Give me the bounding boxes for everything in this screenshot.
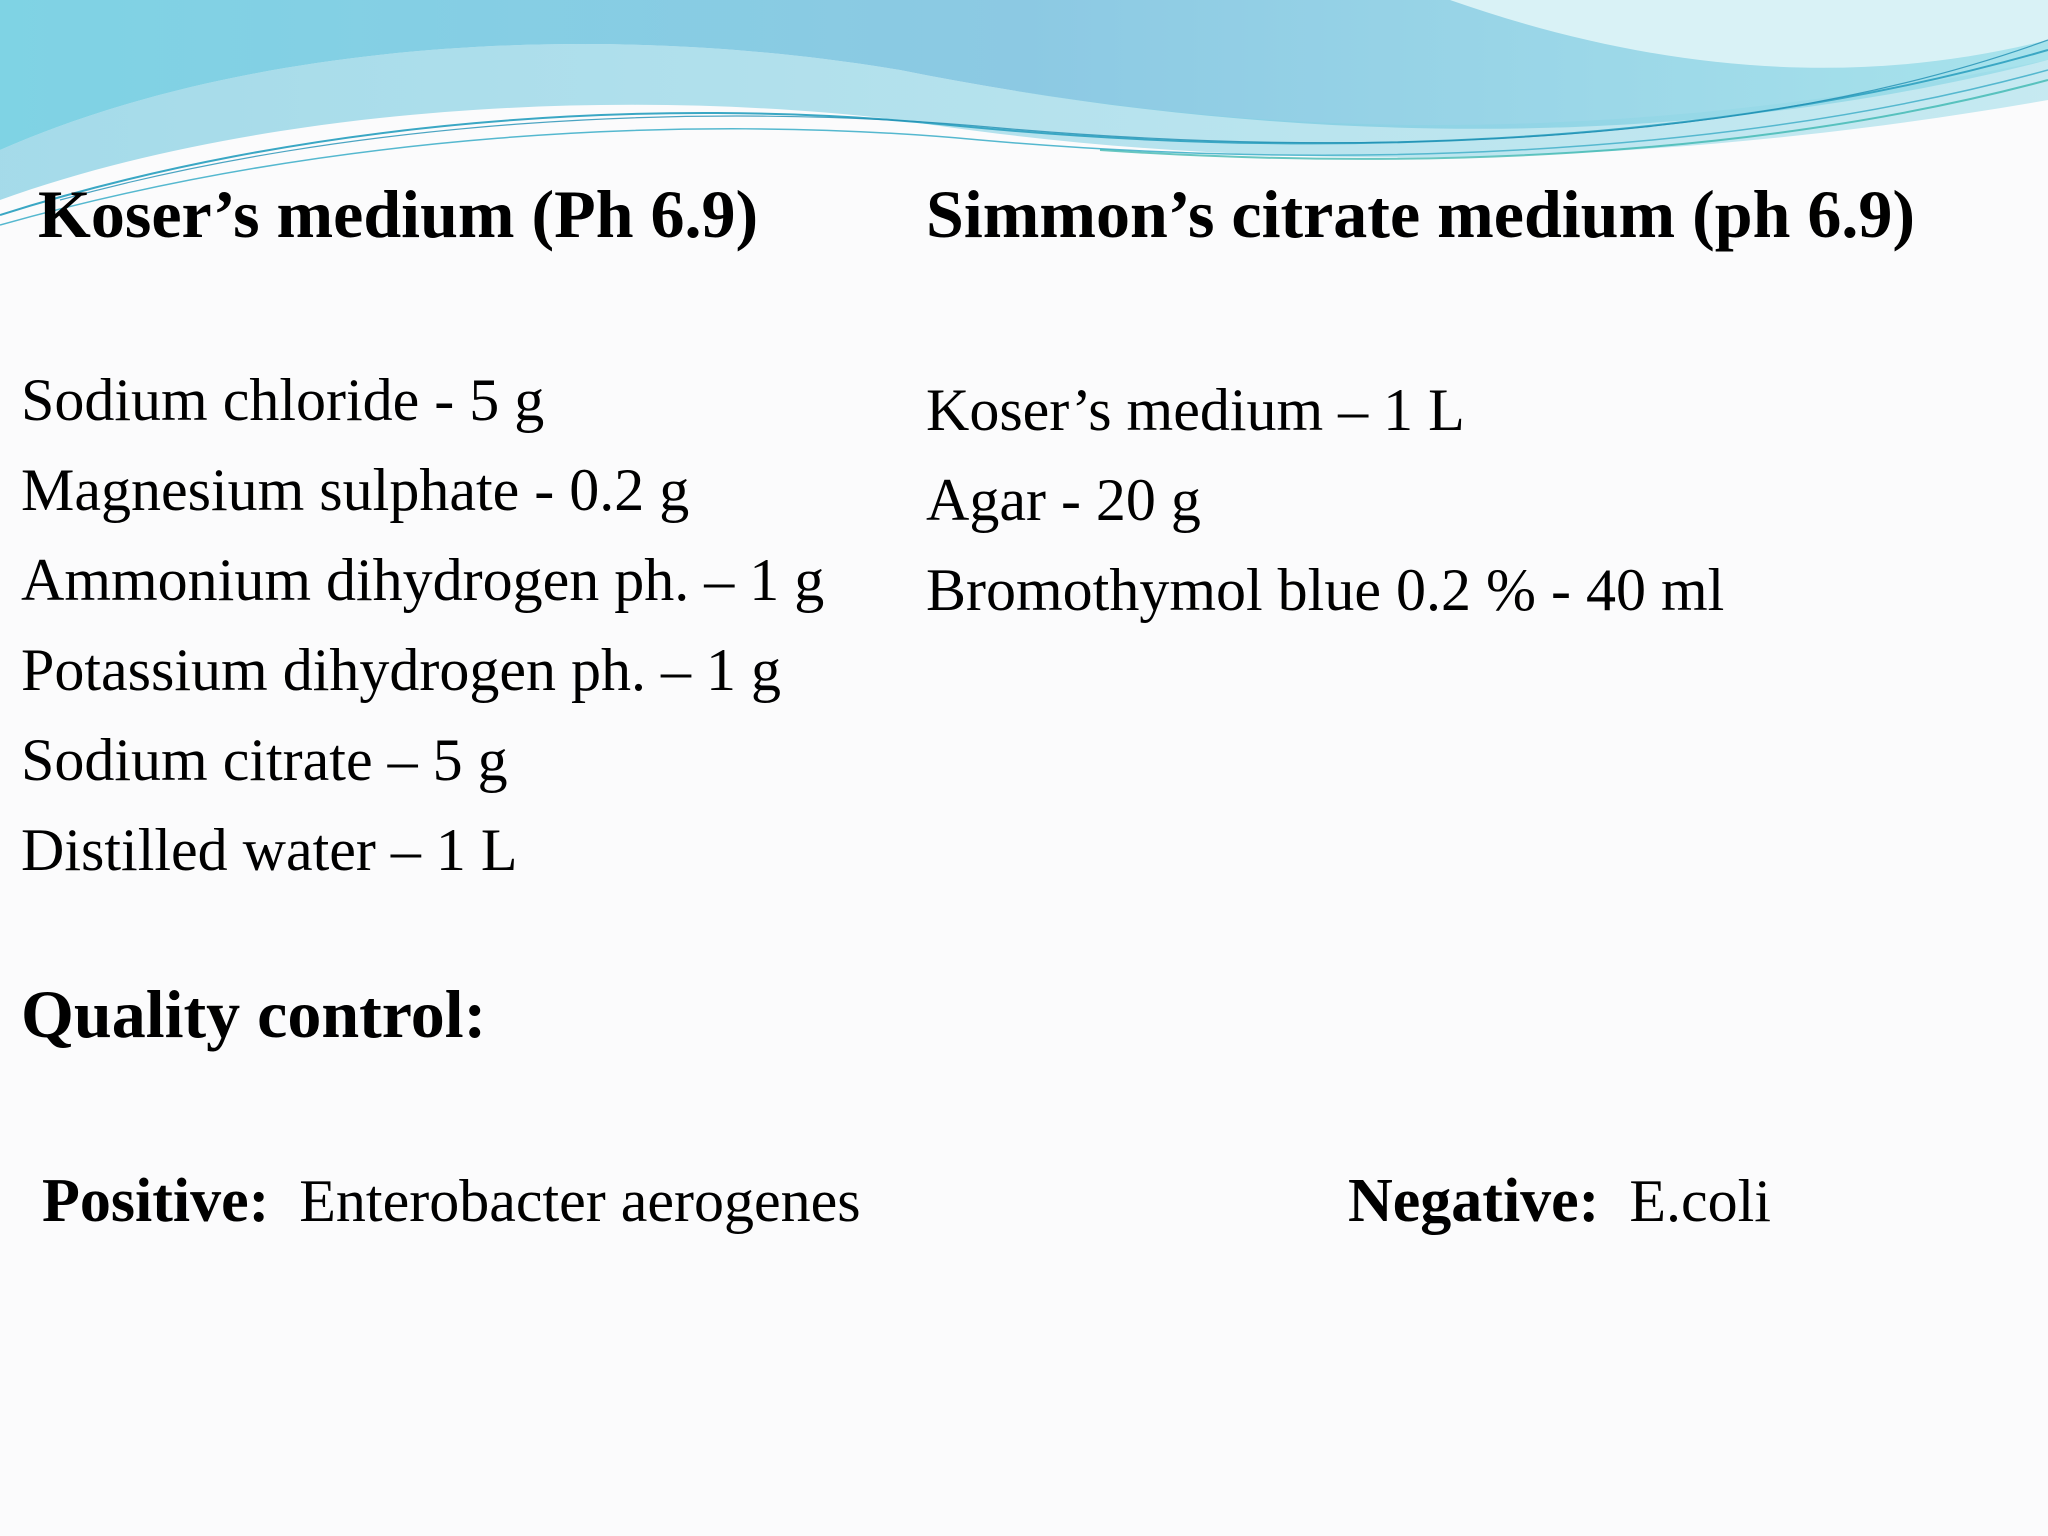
quality-control-heading: Quality control: — [21, 976, 487, 1052]
koser-ingredient: Sodium citrate – 5 g — [21, 727, 508, 793]
koser-ingredient: Magnesium sulphate - 0.2 g — [21, 457, 690, 523]
negative-result — [1348, 1167, 1771, 1235]
simmons-ingredient: Bromothymol blue 0.2 % - 40 ml — [926, 557, 1725, 623]
koser-ingredient: Sodium chloride - 5 g — [21, 367, 545, 433]
positive-organism: Enterobacter aerogenes — [299, 1168, 861, 1234]
negative-label: Negative: — [1348, 1167, 1600, 1235]
positive-result — [42, 1167, 861, 1235]
koser-ingredient: Distilled water – 1 L — [21, 817, 518, 883]
simmons-ingredient: Koser’s medium – 1 L — [926, 377, 1465, 443]
positive-label: Positive: — [42, 1167, 270, 1235]
koser-ingredient: Potassium dihydrogen ph. – 1 g — [21, 637, 781, 703]
koser-ingredient: Ammonium dihydrogen ph. – 1 g — [21, 547, 825, 613]
simmons-medium-heading: Simmon’s citrate medium (ph 6.9) — [926, 176, 1916, 252]
simmons-ingredient: Agar - 20 g — [926, 467, 1201, 533]
koser-medium-heading: Koser’s medium (Ph 6.9) — [38, 176, 759, 252]
negative-organism: E.coli — [1629, 1168, 1771, 1234]
